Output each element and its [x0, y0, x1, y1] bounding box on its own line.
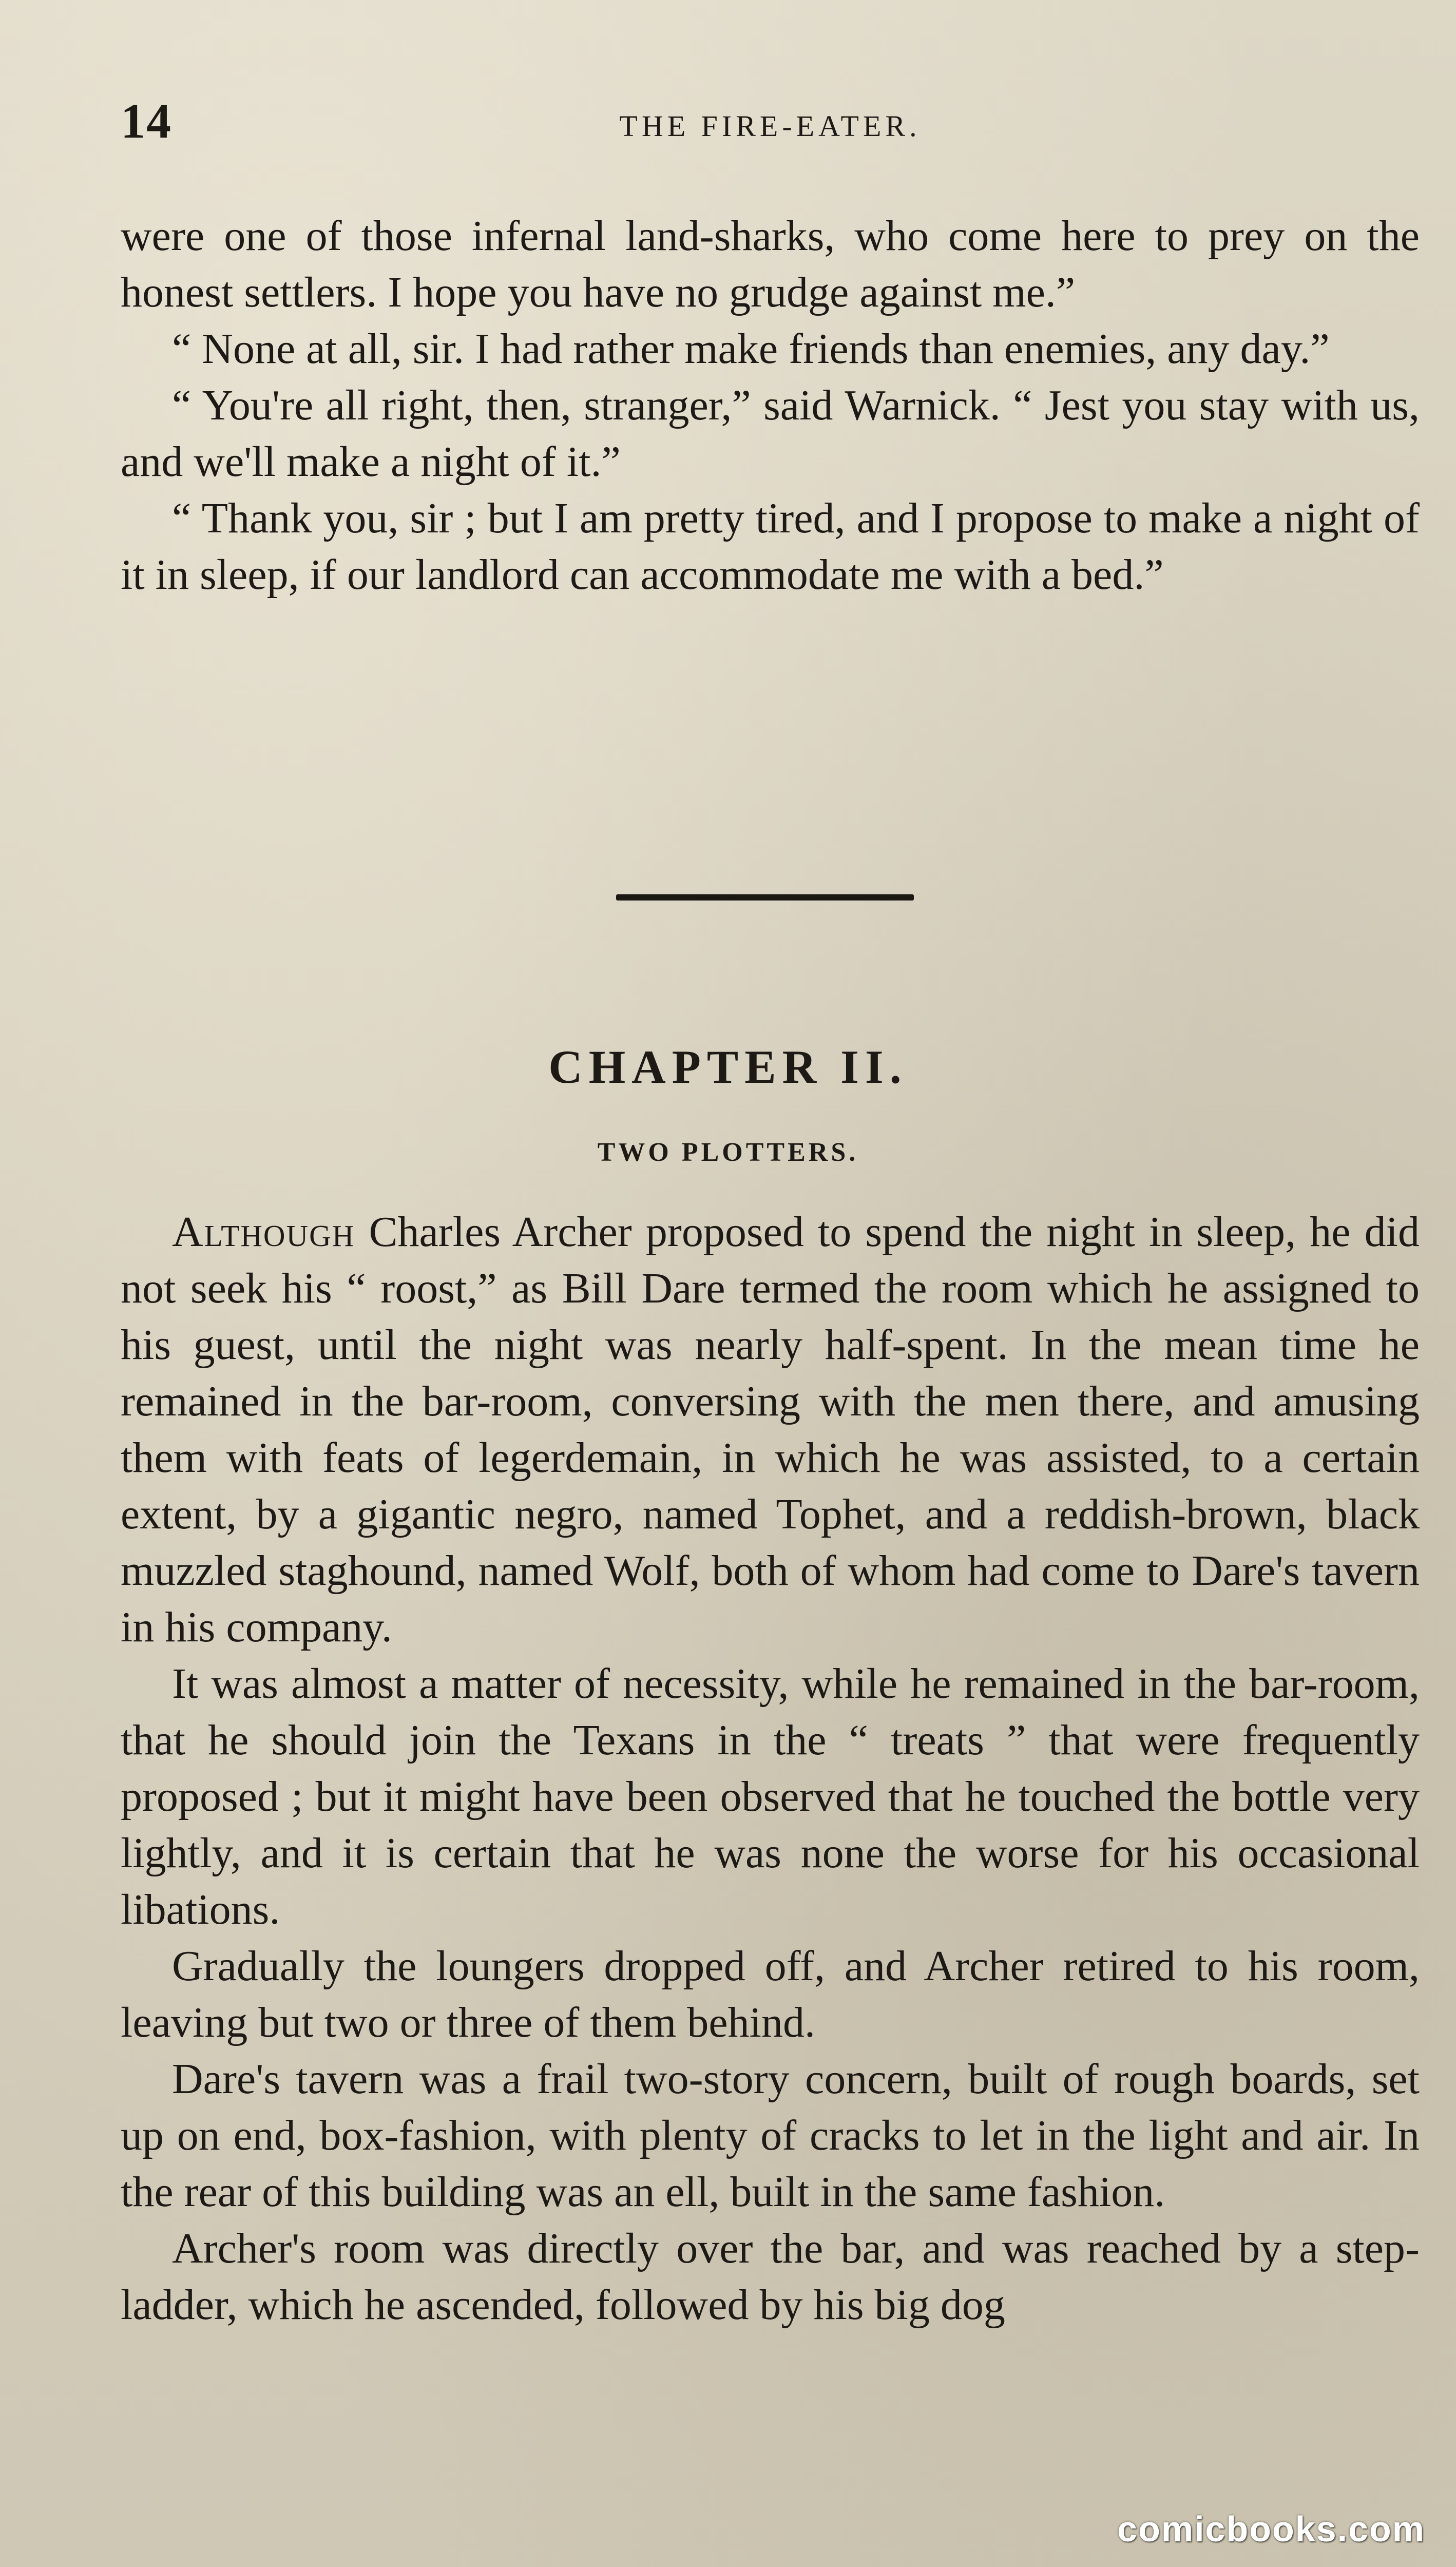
paragraph-text: Dare's tavern was a frail two-story concern, built of rough boards, set up on end, box-fashion, with plenty of cracks to let in the light and air. In the rear of this building was an ell, built in the same fashion.	[121, 2055, 1420, 2216]
chapter-title: CHAPTER II.	[548, 1041, 908, 1093]
page-header	[121, 92, 1420, 164]
top-text-block	[121, 208, 1420, 603]
paragraph: were one of those infernal land-sharks, who come here to prey on the honest settlers. I hope you have no grudge against me.”	[121, 212, 1420, 316]
chapter-subtitle: TWO PLOTTERS.	[597, 1138, 859, 1167]
paragraph	[121, 1656, 1420, 1938]
watermark: comicbooks.com	[1117, 2509, 1425, 2549]
paragraph: “ You're all right, then, stranger,” said Warnick. “ Jest you stay with us, and we'll make a night of it.”	[121, 381, 1420, 486]
paragraph-text: Charles Archer proposed to spend the night in sleep, he did not seek his “ roost,” as Bill Dare termed the room which he assigned to his guest, until the night was nearly half-spent. In the mean time he remained in the bar-room, conversing with the men there, and amusing them with feats of legerdemain, in which he was assisted, to a certain extent, by a gigantic negro, named Tophet, and a reddish-brown, black muzzled staghound, named Wolf, both of whom had come to Dare's tavern in his company.	[121, 1208, 1420, 1651]
page-number: 14	[121, 93, 172, 148]
paragraph-lead-word: Although	[172, 1208, 355, 1256]
paragraph	[121, 1204, 1420, 1656]
paragraph-text: It was almost a matter of necessity, while he remained in the bar-room, that he should join the Texans in the “ treats ” that were frequently proposed ; but it might have been observed that he touched the bottle very lightly, and it is certain that he was none the worse for his occasional libations.	[121, 1660, 1420, 1933]
main-text-block	[121, 1204, 1420, 2333]
paragraph-text: Gradually the loungers dropped off, and Archer retired to his room, leaving but two or three of them behind.	[121, 1942, 1420, 2046]
paragraph-text: Archer's room was directly over the bar, and was reached by a step-ladder, which he ascended, followed by his big dog	[121, 2225, 1420, 2329]
running-head: THE FIRE-EATER.	[619, 109, 921, 143]
section-divider	[616, 894, 914, 901]
paragraph: “ None at all, sir. I had rather make friends than enemies, any day.”	[172, 325, 1330, 373]
paragraph	[121, 2220, 1420, 2333]
paragraph	[121, 1938, 1420, 2051]
paragraph	[121, 2051, 1420, 2220]
paragraph: “ Thank you, sir ; but I am pretty tired, and I propose to make a night of it in sleep, if our landlord can accommodate me with a bed.”	[121, 494, 1420, 599]
